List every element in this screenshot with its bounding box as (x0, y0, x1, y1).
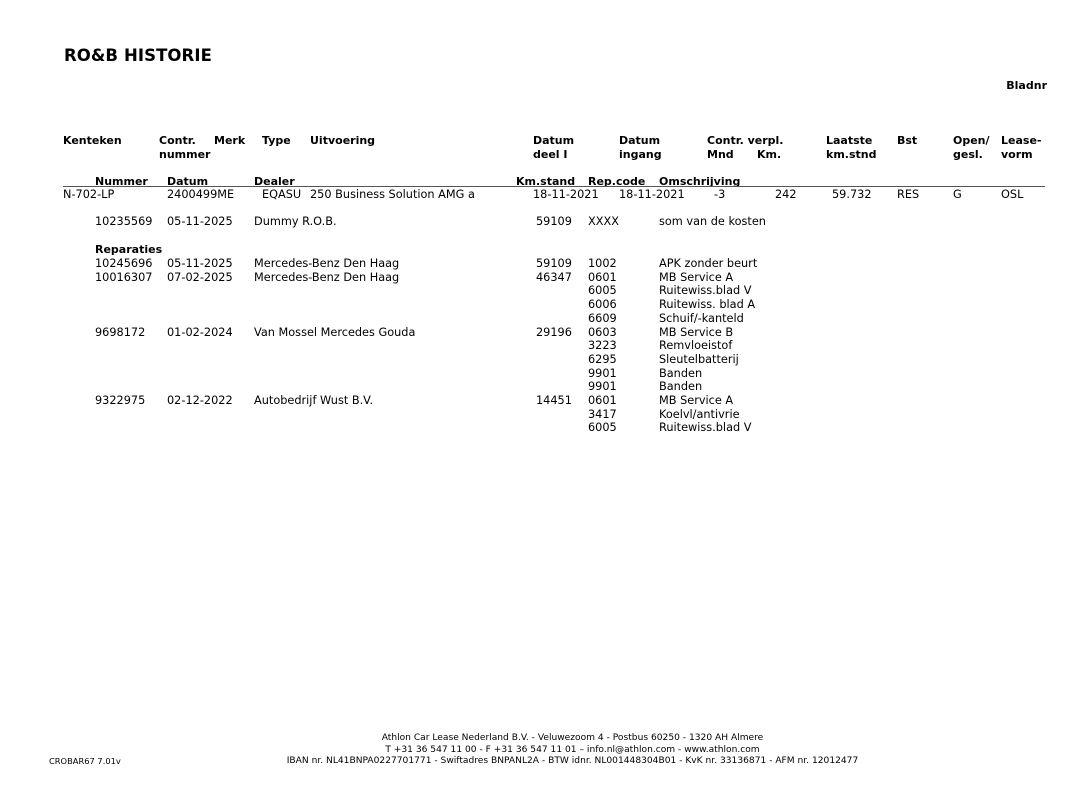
col-datum-ingang (619, 134, 662, 161)
form-version: CROBAR67 7.01v (49, 756, 121, 766)
repair-omschrijving: Koelvl/antivrie (659, 407, 740, 421)
col-datum-ingang-line2: ingang (619, 147, 662, 161)
col-merk: Merk (214, 134, 246, 147)
repair-nummer: 10245696 (95, 257, 153, 270)
vehicle-type: EQASU (262, 188, 302, 201)
repair-omschrijving: Ruitewiss. blad A (659, 298, 756, 312)
vehicle-mnd: -3 (714, 188, 726, 201)
col-datum-deel (533, 134, 574, 161)
repair-datum: 01-02-2024 (167, 325, 233, 339)
repair-omschrijving: Remvloeistof (659, 339, 733, 353)
repair-omschrijving: Schuif/-kanteld (659, 311, 744, 325)
col-lease-line1: Lease- (1001, 134, 1042, 147)
repair-code: 6006 (588, 298, 617, 312)
repair-code: 0601 (588, 394, 617, 407)
repair-kmstand: 29196 (536, 325, 572, 339)
repair-code: 6609 (588, 311, 617, 325)
repair-omschrijving: MB Service A (659, 270, 734, 284)
repair-dealer: Autobedrijf Wust B.V. (254, 394, 374, 407)
repair-omschrijving: Banden (659, 366, 703, 380)
col-mnd: Mnd (707, 147, 734, 161)
col-open-line1: Open/ (953, 134, 990, 147)
vehicle-laatste-kmstnd: 59.732 (832, 188, 872, 201)
col-laatste-line2: km.stnd (826, 147, 877, 161)
subcol-omschrijving: Omschrijving (659, 175, 741, 188)
col-bst: Bst (897, 134, 918, 147)
repair-code: 1002 (588, 257, 617, 270)
repair-dealer: Mercedes-Benz Den Haag (254, 257, 400, 270)
document-title: RO&B HISTORIE (64, 46, 212, 65)
repair-omschrijving: Sleutelbatterij (659, 352, 739, 366)
repair-nummer: 10016307 (95, 270, 153, 284)
repair-omschrijving: MB Service B (659, 325, 734, 339)
repair-code: 6295 (588, 352, 617, 366)
vehicle-kenteken: N-702-LP (63, 188, 115, 201)
page-number-label: Bladnr (1006, 79, 1047, 92)
repair-datum: 07-02-2025 (167, 270, 233, 284)
col-contr-line1: Contr. (159, 134, 196, 147)
repair-omschrijving: APK zonder beurt (659, 257, 758, 270)
section-reparaties: Reparaties (95, 243, 163, 256)
subcol-dealer: Dealer (254, 175, 295, 188)
col-laatste-line1: Laatste (826, 134, 873, 147)
repair-dealer: Van Mossel Mercedes Gouda (254, 325, 416, 339)
col-contr-verpl: Contr. verpl. (707, 134, 784, 147)
repair-code: 9901 (588, 366, 617, 380)
summary-repcode: XXXX (588, 215, 619, 228)
col-lease-line2: vorm (1001, 147, 1033, 161)
repair-nummer: 9322975 (95, 394, 146, 407)
col-type: Type (262, 134, 291, 147)
subcol-repcode: Rep.code (588, 175, 646, 188)
summary-nummer: 10235569 (95, 215, 153, 228)
summary-dealer: Dummy R.O.B. (254, 215, 337, 228)
col-lease-vorm (1001, 134, 1041, 161)
col-open-line2: gesl. (953, 147, 983, 161)
vehicle-open-gesl: G (953, 188, 962, 201)
repair-code: 3223 (588, 339, 617, 353)
repair-code: 9901 (588, 380, 617, 394)
vehicle-lease-vorm: OSL (1001, 188, 1024, 201)
summary-kmstand: 59109 (536, 215, 572, 228)
repair-omschrijving: Ruitewiss.blad V (659, 284, 752, 298)
repair-code: 0603 (588, 325, 617, 339)
repair-dealer: Mercedes-Benz Den Haag (254, 270, 400, 284)
footer-address: Athlon Car Lease Nederland B.V. - Veluwezoom 4 - Postbus 60250 - 1320 AH Almere (381, 733, 764, 743)
col-kenteken: Kenteken (63, 134, 122, 147)
vehicle-km: 242 (775, 188, 797, 201)
repair-kmstand: 59109 (536, 257, 572, 270)
col-contr-line2: nummer (159, 147, 211, 161)
col-uitvoering: Uitvoering (310, 134, 376, 147)
repair-nummer: 9698172 (95, 325, 146, 339)
repair-kmstand: 46347 (536, 270, 572, 284)
vehicle-bst: RES (897, 188, 920, 201)
repair-code: 6005 (588, 284, 617, 298)
repair-code: 6005 (588, 421, 617, 435)
col-datum-deel-line1: Datum (533, 134, 575, 147)
col-datum-deel-line2: deel I (533, 147, 568, 161)
repair-omschrijving: Banden (659, 380, 703, 394)
col-laatste-kmstnd (826, 134, 876, 161)
footer-contact: T +31 36 547 11 00 - F +31 36 547 11 01 – info.nl@athlon.com - www.athlon.com (385, 744, 760, 755)
repair-kmstand: 14451 (536, 394, 572, 407)
repair-code: 3417 (588, 407, 617, 421)
col-datum-ingang-line1: Datum (619, 134, 661, 147)
subcol-nummer: Nummer (95, 175, 148, 188)
summary-datum: 05-11-2025 (167, 215, 233, 228)
col-km: Km. (757, 147, 782, 161)
repair-datum: 05-11-2025 (167, 257, 233, 270)
col-open-gesl (953, 134, 990, 161)
header-divider (63, 186, 1045, 187)
subcol-kmstand: Km.stand (516, 175, 576, 188)
col-contr-nummer (159, 134, 210, 161)
footer-bank: IBAN nr. NL41BNPA0227701771 - Swiftadres BNPANL2A - BTW idnr. NL001448304B01 - KvK nr. 33136871 - AFM nr. 12012477 (286, 756, 859, 766)
repair-omschrijving: Ruitewiss.blad V (659, 421, 752, 435)
summary-omschrijving: som van de kosten (659, 215, 766, 228)
repair-omschrijving: MB Service A (659, 394, 734, 407)
subcol-datum: Datum (167, 175, 209, 188)
vehicle-uitvoering: 250 Business Solution AMG a (310, 188, 475, 201)
repair-datum: 02-12-2022 (167, 394, 233, 407)
vehicle-datum-ingang: 18-11-2021 (619, 188, 685, 201)
vehicle-datum-deel: 18-11-2021 (533, 188, 599, 201)
repair-code: 0601 (588, 270, 617, 284)
vehicle-contract: 2400499ME (167, 188, 235, 201)
